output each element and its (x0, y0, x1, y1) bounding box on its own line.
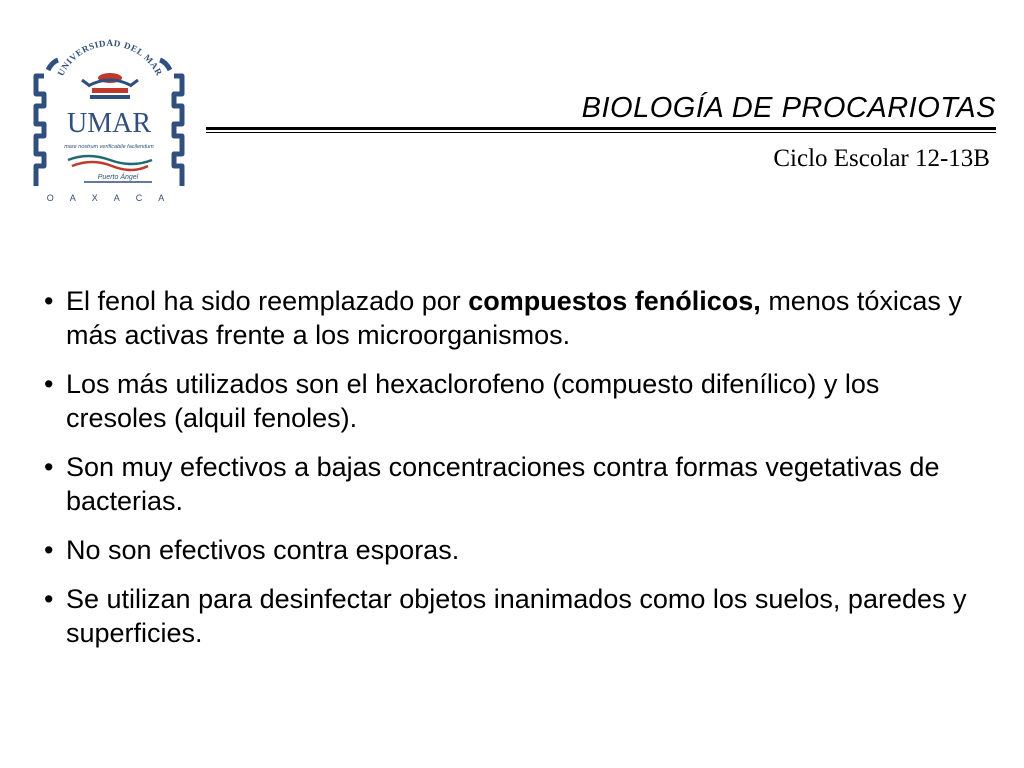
bullet-marker: • (44, 286, 54, 316)
bullet-text: Son muy efectivos a bajas concentraciones contra formas vegetativas de bacterias. (66, 452, 940, 516)
logo-monogram: UMAR (66, 108, 152, 139)
waves-icon (68, 156, 152, 170)
bullet-item (44, 533, 984, 567)
bullet-text: El fenol ha sido reemplazado por compuestos fenólicos, menos tóxicas y más activas frente a los microorganismos. (66, 286, 962, 350)
bullet-text: Los más utilizados son el hexaclorofeno (compuesto difenílico) y los cresoles (alquil fenoles). (66, 369, 880, 433)
bullet-text: No son efectivos contra esporas. (66, 535, 460, 565)
logo-state: O A X A C A (46, 193, 172, 203)
university-logo (28, 36, 190, 208)
emblem-icon (82, 73, 138, 99)
bullet-item (44, 367, 984, 435)
bullet-marker: • (44, 369, 54, 399)
bullet-text: Se utilizan para desinfectar objetos inanimados como los suelos, paredes y superficies. (66, 584, 967, 648)
slide-header-subtitle: Ciclo Escolar 12-13B (773, 145, 990, 172)
bullet-marker: • (44, 535, 54, 565)
bullet-marker: • (44, 584, 54, 614)
logo-motto: mare nostrum verificabile facilendum (64, 144, 154, 150)
bullet-item (44, 450, 984, 518)
bullet-list (44, 284, 984, 665)
greca-left-icon (36, 60, 58, 186)
header-divider (206, 127, 996, 133)
bullet-item (44, 284, 984, 352)
bullet-marker: • (44, 452, 54, 482)
slide-header-title: BIOLOGÍA DE PROCARIOTAS (581, 92, 996, 124)
greca-right-icon (160, 60, 182, 186)
logo-place: Puerto Ángel (97, 174, 139, 181)
bullet-item (44, 582, 984, 650)
logo-arc-text: UNIVERSIDAD DEL MAR (55, 38, 165, 78)
